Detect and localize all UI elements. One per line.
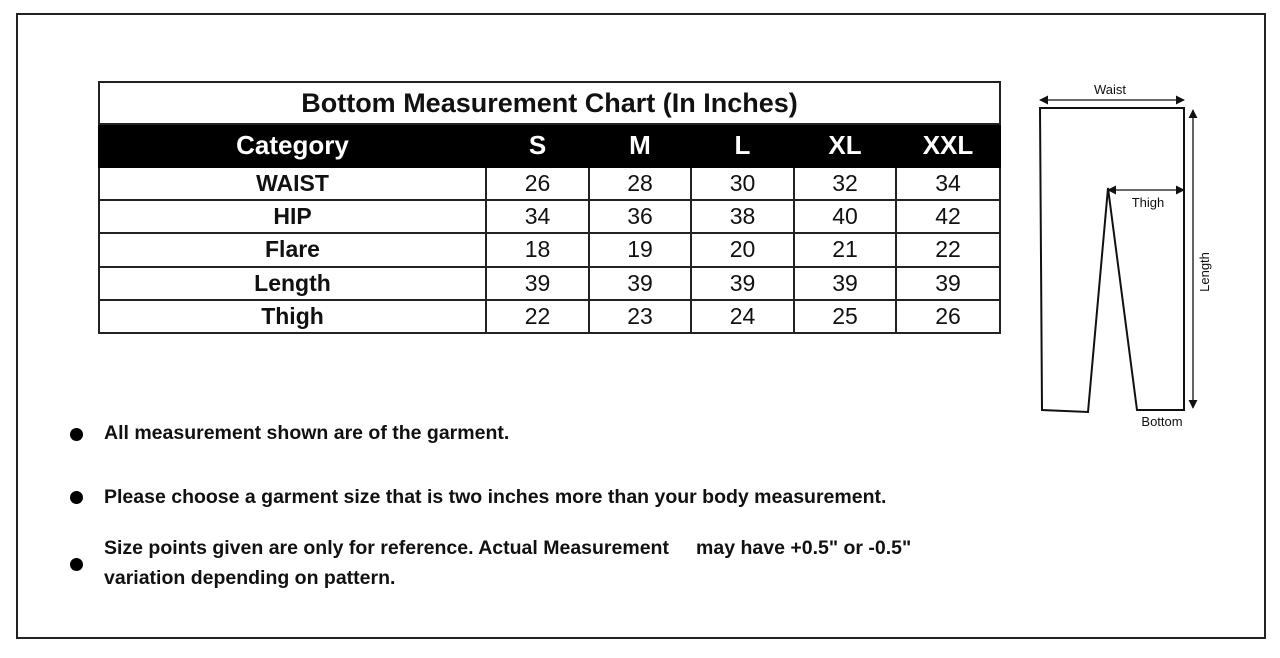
row-category: HIP: [99, 200, 486, 233]
note-garment: All measurement shown are of the garment.: [104, 422, 510, 444]
table-cell: 19: [589, 233, 691, 266]
note-reference-line2: variation depending on pattern.: [104, 567, 396, 589]
table-row: [99, 267, 1000, 300]
table-cell: 38: [691, 200, 794, 233]
table-cell: 34: [486, 200, 589, 233]
table-row: [99, 200, 1000, 233]
table-cell: 25: [794, 300, 896, 333]
measurement-table: [98, 81, 1001, 334]
bottom-label: Bottom: [1141, 414, 1183, 429]
table-row: [99, 167, 1000, 200]
note-reference-line1: Size points given are only for reference. Actual Measurement may have +0.5" or -0.5": [104, 537, 912, 559]
bullet-icon: [70, 428, 83, 441]
table-cell: 39: [589, 267, 691, 300]
length-label: Length: [1197, 252, 1212, 292]
table-cell: 40: [794, 200, 896, 233]
bullet-icon: [70, 558, 83, 571]
table-cell: 22: [896, 233, 1000, 266]
table-row: [99, 233, 1000, 266]
table-cell: 18: [486, 233, 589, 266]
table-cell: 23: [589, 300, 691, 333]
bullet-icon: [70, 491, 83, 504]
table-cell: 22: [486, 300, 589, 333]
table-header-row: [99, 124, 1000, 167]
table-cell: 30: [691, 167, 794, 200]
column-header: S: [486, 124, 589, 167]
pant-outline: [1040, 108, 1184, 412]
table-cell: 20: [691, 233, 794, 266]
row-category: Flare: [99, 233, 486, 266]
row-category: WAIST: [99, 167, 486, 200]
table-cell: 39: [691, 267, 794, 300]
table-row: [99, 300, 1000, 333]
table-cell: 39: [486, 267, 589, 300]
pant-diagram: [1030, 78, 1230, 438]
table-cell: 24: [691, 300, 794, 333]
column-header: XL: [794, 124, 896, 167]
column-header: Category: [99, 124, 486, 167]
column-header: XXL: [896, 124, 1000, 167]
waist-label: Waist: [1093, 82, 1127, 97]
table-cell: 39: [896, 267, 1000, 300]
table-cell: 28: [589, 167, 691, 200]
note-size-choice: Please choose a garment size that is two inches more than your body measurement.: [104, 486, 887, 508]
table-cell: 34: [896, 167, 1000, 200]
row-category: Length: [99, 267, 486, 300]
table-cell: 32: [794, 167, 896, 200]
table-cell: 26: [896, 300, 1000, 333]
column-header: M: [589, 124, 691, 167]
row-category: Thigh: [99, 300, 486, 333]
table-cell: 36: [589, 200, 691, 233]
table-cell: 21: [794, 233, 896, 266]
table-cell: 39: [794, 267, 896, 300]
table-cell: 42: [896, 200, 1000, 233]
table-title: Bottom Measurement Chart (In Inches): [99, 82, 1000, 124]
column-header: L: [691, 124, 794, 167]
thigh-label: Thigh: [1131, 195, 1165, 210]
table-cell: 26: [486, 167, 589, 200]
